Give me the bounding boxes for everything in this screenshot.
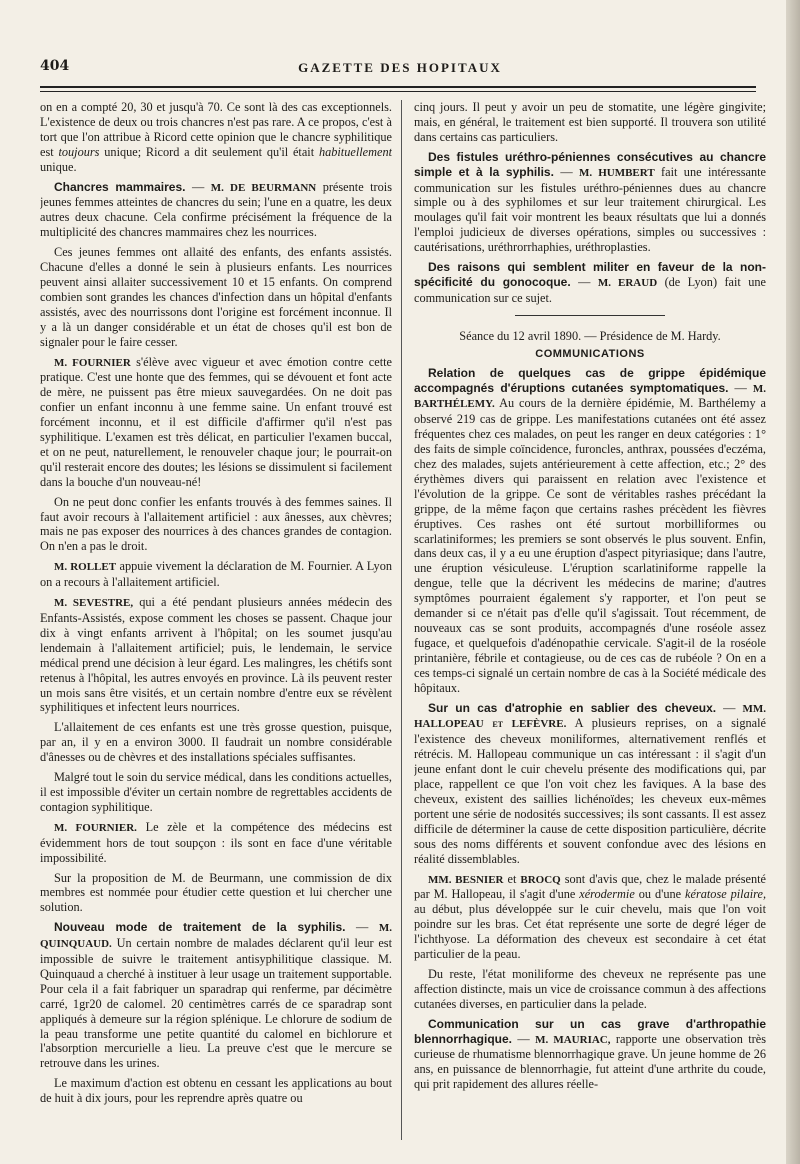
author-name: M. DE BEURMANN <box>210 181 317 194</box>
paragraph: Sur la proposition de M. de Beurmann, une commission de dix membres est nommée pour étudier cette question et lui chercher une solution. <box>40 870 392 915</box>
paragraph: M. FOURNIER. Le zèle et la compétence des médecins est évidemment hors de tout soupçon : ils sont en face d'une véritable impossibilité. <box>40 819 392 865</box>
paragraph: M. ROLLET appuie vivement la déclaration de M. Fournier. A Lyon on a recours à l'allaitement artificiel. <box>40 559 392 590</box>
article-heading: Communication sur un cas grave d'arthropathie blennorrhagique. <box>414 1016 766 1046</box>
running-title: GAZETTE DES HOPITAUX <box>298 60 502 75</box>
column-divider <box>401 100 402 1140</box>
section-rule <box>515 315 665 316</box>
author-name: M. ROLLET <box>54 561 117 574</box>
article-traitement-syphilis: Nouveau mode de traitement de la syphilis. — M. QUINQUAUD. Un certain nombre de malades déclarent qu'il leur est impossible de suivre le traitement antisyphilitique classique. M. Quinquaud a cherché à instituer à leur usage un traitement supportable. Pour cela il a fait fabriquer un sparadrap qui renferme, par décimètre carré, 1gr20 de calomel. 20 centimètres carrés de ce sparadrap sont appliqués à demeure sur la région splénique. Le chlorure de sodium de la peau transforme une petite quantité du calomel en bichlorure et l'absorption mercurielle a lieu. La preuve c'est que le mercure se retrouve dans les urines. <box>40 920 392 1071</box>
paragraph: cinq jours. Il peut y avoir un peu de stomatite, une légère gingivite; mais, en général, le traitement est bien supporté. Il trouvera son utilité dans certains cas particuliers. <box>414 100 766 144</box>
author-name: M. ERAUD <box>597 276 658 289</box>
page-number: 404 <box>40 58 70 74</box>
author-name: M. FOURNIER <box>54 356 131 369</box>
author-name: M. MAURIAC, <box>535 1033 611 1046</box>
author-name: M. QUINQUAUD. <box>40 922 392 951</box>
article-heading: Nouveau mode de traitement de la syphilis. <box>54 920 346 935</box>
paragraph: L'allaitement de ces enfants est une très grosse question, puisque, par an, il y en a environ 3000. Il faudrait un nombre considérable d'ânesses ou de chèvres et des installations spéciales suffisantes. <box>40 720 392 765</box>
article-arthropathie: Communication sur un cas grave d'arthropathie blennorrhagique. — M. MAURIAC, rapporte une observation très curieuse de rhumatisme blennorrhagique grave. Un jeune homme de 26 ans, en puissance de blennorrhagie, fut atteint d'une arthrite du coude, qui prit rapidement des allures réelle- <box>414 1016 766 1092</box>
article-chancres-mammaires: Chancres mammaires. — M. DE BEURMANN présente trois jeunes femmes atteintes de chancres du sein; l'une en a quatre, les deux autres deux chacune. Cela confirme précisément la fréquence de la multiplicité des chancres mammaires chez les nourrices. <box>40 179 392 240</box>
page-spine <box>786 0 800 1164</box>
author-name: M. FOURNIER. <box>54 821 137 834</box>
left-column <box>40 100 392 1145</box>
paragraph: M. FOURNIER s'élève avec vigueur et avec émotion contre cette pratique. C'est une honte que des femmes, qui se dévouent et font acte de mère, ne puissent pas être mieux sauvegardées. On ne doit pas confier un enfant inconnu à une femme saine. Un enfant trouvé est forcément inconnu, et il est difficile d'affirmer qu'il n'est pas syphilitique. L'examen est très délicat, en particulier l'examen buccal, et on ne peut, naturellement, le renouveler chaque jour; le pourrait-on qu'il resterait encore des doutes; les lésions se dissimulent si facilement dans la bouche d'un nouveau-né! <box>40 354 392 489</box>
article-heading: Relation de quelques cas de grippe épidémique accompagnés d'éruptions cutanées symptomatiques. <box>414 365 766 395</box>
article-heading: Des raisons qui semblent militer en faveur de la non-spécificité du gonocoque. <box>414 260 766 289</box>
article-gonocoque: Des raisons qui semblent militer en faveur de la non-spécificité du gonocoque. — M. ERAUD (de Lyon) fait une communication sur ce sujet. <box>414 260 766 305</box>
author-name: MM. HALLOPEAU et LEFÈVRE. <box>414 702 766 731</box>
article-grippe: Relation de quelques cas de grippe épidémique accompagnés d'éruptions cutanées symptomatiques. — M. BARTHÉLEMY. Au cours de la dernière épidémie, M. Barthélemy a observé 219 cas de grippe. Les manifestations cutanées ont été assez fréquentes chez ces malades, on peut les ranger en deux catégories : 1° des faits de simple coïncidence, furoncles, anthrax, poussées d'eczéma, chez des malades, sujets antérieurement à cette affection, etc.; 2° des érythèmes divers qui paraissent en relation avec l'existence et l'évolution de la grippe. Ce sont de véritables rashes précédant la grippe, de la même façon que certains rashes précèdent les fièvres éruptives. Ces rashes ont été surtout morbilliformes ou scarlatiniformes; les premiers se sont observés le plus souvent. Enfin, dans deux cas, il y a eu une éruption d'aspect pityriasique; dans l'autre, une éruption vésiculeuse. L'éruption scarlatiniforme rappelle la dengue, telle que la décrivent les médecins de marine; d'autres symptômes pourraient également s'y rapporter, et l'on peut se demander si ce n'était pas d'elle qu'il s'agissait. Tout récemment, de nouveaux cas se sont produits, accompagnés d'une roséole assez fugace, et quelquefois d'adénopathie cervicale. S'agit-il de la roséole printanière, fébrile et contagieuse, ou de ces cas de rubéole ? On en a ces temps-ci signalé un certain nombre de cas à la Société médicale des hôpitaux. <box>414 365 766 695</box>
header-rule <box>40 86 756 92</box>
paragraph: On ne peut donc confier les enfants trouvés à des femmes saines. Il faut avoir recours à l'allaitement artificiel : aux ânesses, aux chèvres; mais ne pas exposer des nourrices à des chances grandes de contagion. On n'en a pas le droit. <box>40 494 392 554</box>
article-fistules: Des fistules uréthro-péniennes consécutives au chancre simple et à la syphilis. — M. HUMBERT fait une intéressante communication sur les fistules uréthro-péniennes dues au chancre simple ou à des syphilomes et sur leur traitement chirurgical. Les moulages qu'il fait voir montrent les beaux résultats que lui a donnés l'emploi judicieux de diverses opérations, simples ou successives : cautérisations, uréthrorrhaphies, uréthroplasties. <box>414 149 766 255</box>
paragraph: Malgré tout le soin du service médical, dans les conditions actuelles, il est impossible d'éviter un certain nombre de regrettables accidents de contagion syphilitique. <box>40 770 392 814</box>
paragraph: Du reste, l'état moniliforme des cheveux ne représente pas une affection distincte, mais un vice de croissance commun à des affections cutanées diverses, en particulier dans la pelade. <box>414 966 766 1011</box>
paragraph: M. SEVESTRE, qui a été pendant plusieurs années médecin des Enfants-Assistés, expose comment les choses se passent. Chaque jour dix à vingt enfants arrivent à l'hôpital; on les soumet jusqu'au lendemain à l'allaitement artificiel; puis, le lendemain, le service médical prend une décision à leur égard. Les malingres, les chétifs sont retenus à l'hôpital, les autres envoyés en province. Là ils peuvent rester un mois sans être visités, et un certain nombre d'entre eux se révèlent syphilitiques et infectent leurs nourrices. <box>40 595 392 715</box>
paragraph: MM. BESNIER et BROCQ sont d'avis que, chez le malade présenté par M. Hallopeau, il s'agit d'une xérodermie ou d'une kératose pilaire, au début, plus développée sur le cuir chevelu, mais que l'on voit poindre sur les bras. Cet état représente une sorte de degré léger de l'ichthyose. La déformation des cheveux est secondaire à cet état particulier de la peau. <box>414 871 766 962</box>
paragraph: on en a compté 20, 30 et jusqu'à 70. Ce sont là des cas exceptionnels. L'existence de deux ou trois chancres n'est pas rare. A ce propos, c'est à tort que l'on attribue à Ricord cette opinion que le chancre syphilitique est toujours unique; Ricord a dit seulement qu'il était habituellement unique. <box>40 100 392 174</box>
paragraph: Le maximum d'action est obtenu en cessant les applications au bout de huit à dix jours, pour les reprendre après quatre ou <box>40 1076 392 1106</box>
right-column <box>414 100 766 1145</box>
author-name: M. SEVESTRE, <box>54 597 134 610</box>
section-label: COMMUNICATIONS <box>535 347 645 360</box>
article-heading: Des fistules uréthro-péniennes consécutives au chancre simple et à la syphilis. <box>414 149 766 179</box>
author-name: MM. BESNIER <box>428 873 504 886</box>
session-heading: Séance du 12 avril 1890. — Présidence de M. Hardy. <box>459 328 721 343</box>
author-name: BROCQ <box>520 873 561 886</box>
article-atrophie-cheveux: Sur un cas d'atrophie en sablier des cheveux. — MM. HALLOPEAU et LEFÈVRE. A plusieurs reprises, on a signalé l'existence des cheveux moniliformes, alternativement renflés et rétrécis. M. Hallopeau communique un cas intéressant : il s'agit d'un jeune enfant dont le cuir chevelu présente des modifications qui, par place, rappellent ce que l'on voit chez les faviques. A la base des cheveux, existent des saillies lichénoïdes; les cheveux eux-mêmes portent une série de nodosités successives; ils sont cassants. Il est assez difficile de déterminer la cause de cette disposition particulière, décrite sous des noms différents et souvent confondue avec des lésions en réalité dissemblables. <box>414 700 766 866</box>
author-name: M. HUMBERT <box>579 166 655 179</box>
article-heading: Sur un cas d'atrophie en sablier des cheveux. <box>428 700 717 715</box>
paragraph: Ces jeunes femmes ont allaité des enfants, des enfants assistés. Chacune d'elles a donné le sein à plusieurs enfants. Les nourrices peuvent ainsi allaiter successivement 10 et 15 enfants. On comprend combien sont grandes les chances d'infection dans un hôpital d'enfants assistés, avec des nourrissons dont l'origine est forcément inconnue. Il y a là un danger considérable et un état de choses qu'il est bon de signaler pour le faire cesser. <box>40 245 392 349</box>
article-heading: Chancres mammaires. <box>54 179 186 194</box>
page-header <box>40 58 760 82</box>
author-name: M. BARTHÉLEMY. <box>414 382 766 411</box>
